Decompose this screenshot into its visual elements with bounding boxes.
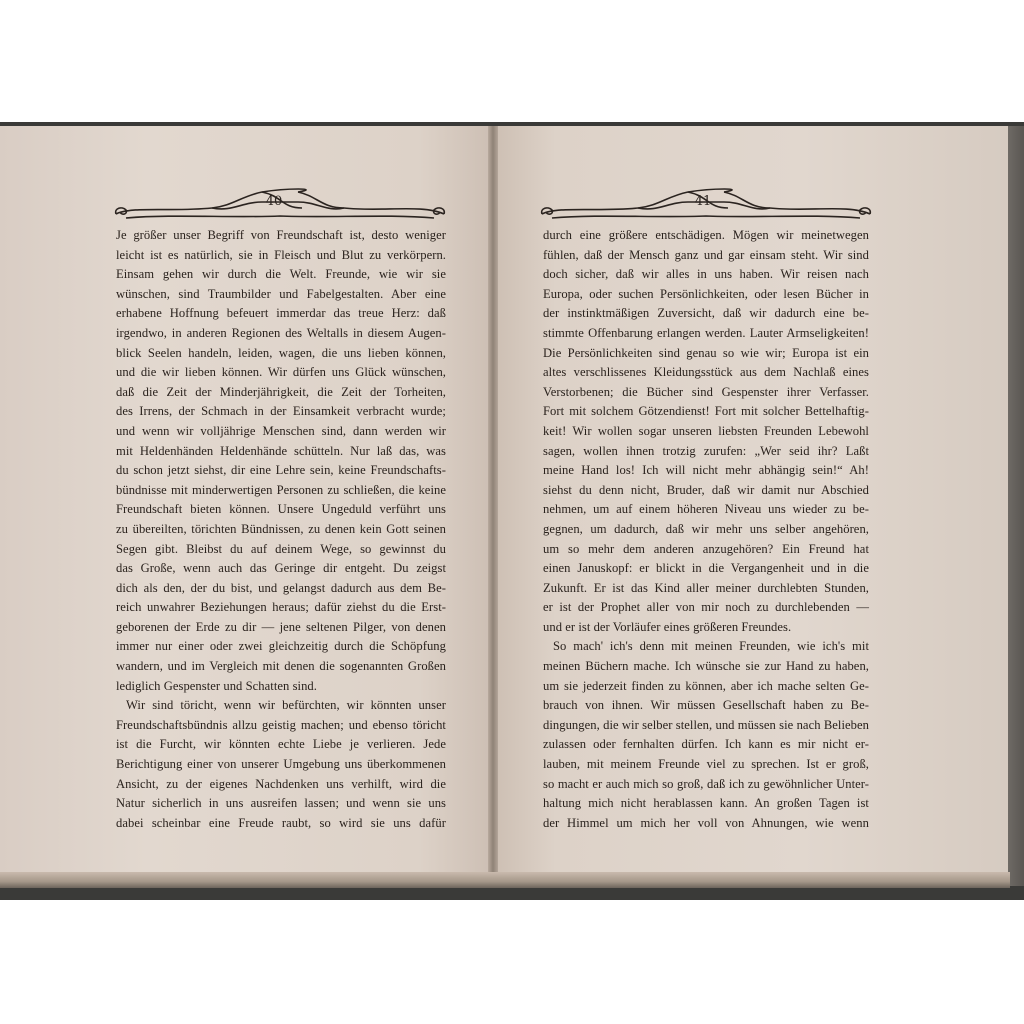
text-line: keit! Wir wollen sogar unseren liebsten Freunden Lebewohl (543, 423, 869, 438)
text-line: und er ist der Vorläufer eines größeren Freundes. (543, 619, 792, 634)
left-page-number: 40 (265, 194, 283, 209)
text-line: altes verschlissenes Kleidungsstück aus dem Nachlaß eines (543, 365, 869, 380)
left-page-body (116, 226, 446, 833)
book-gutter (488, 126, 498, 884)
text-line: dich als den, der du bist, und gelangst dadurch aus dem Be- (116, 580, 446, 595)
text-line: Freundschaft bieten können. Unsere Ungeduld verführt uns (116, 502, 446, 517)
text-line: er ist der Prophet aller von mir noch zu durchlebenden — (543, 600, 869, 615)
text-line: wandern, und im Vergleich mit denen die sogenannten Großen (116, 659, 446, 674)
text-line: zulassen oder fernhalten dürfen. Ich kann es mir nicht er- (543, 737, 869, 752)
text-line: und die wir lieben können. Wir dürfen uns Glück wünschen, (116, 365, 446, 380)
text-line: blick Seelen handeln, leiden, wagen, die uns lieben können, (116, 345, 446, 360)
text-line: sagen, wollen ihnen trotzig zurufen: „Wer seid ihr? Laßt (543, 443, 869, 458)
text-line: lauben, mit meinem Freunde viel zu sprechen. Ist er groß, (543, 757, 869, 772)
text-line: meine Hand los! Ich will nicht mehr abhängig sein!“ Ah! (543, 463, 869, 478)
text-line: daß die Zeit der Minderjährigkeit, die Zeit der Torheiten, (116, 384, 446, 399)
text-line: wünschen, sind Traumbilder und Fabelgestalten. Aber eine (116, 286, 446, 301)
text-line: reich unwahrer Beziehungen heraus; dafür ziehst du die Erst- (116, 600, 446, 615)
text-line: Europa, oder suchen Persönlichkeiten, oder lesen Bücher in (543, 286, 869, 301)
text-line: bündnisse mit minderwertigen Personen zu schließen, die keine (116, 482, 446, 497)
text-line: Ansicht, zu der eigenes Nachdenken uns verhilft, wird die (116, 776, 446, 791)
text-line: brauch von ihnen. Wir müssen Gesellschaft haben zu Be- (543, 698, 869, 713)
text-line: lediglich Gespenster und Schatten sind. (116, 678, 317, 693)
text-line: Freundschaftsbündnis allzu geistig machen; und ebenso töricht (116, 717, 446, 732)
text-line: des Irrens, der Schmach in der Einsamkeit verbracht wurde; (116, 404, 446, 419)
text-line: Zukunft. Er ist das Kind aller meiner durchlebten Stunden, (543, 580, 869, 595)
text-line: leicht ist es natürlich, sie in Fleisch und Blut zu verkörpern. (116, 247, 446, 262)
text-line: dabei scheinbar eine Freude raubt, so wird sie uns dafür (116, 815, 446, 830)
text-line: Berichtigung einer von unserer Umgebung uns überkommenen (116, 757, 446, 772)
text-line: zu übereilten, törichten Bündnissen, zu denen kein Gott seinen (116, 521, 446, 536)
text-line: du schon jetzt siehst, dir eine Lehre sein, keine Freundschafts- (116, 463, 446, 478)
text-line: nehmen, um auf einem höheren Niveau uns wieder zu be- (543, 502, 869, 517)
text-line: Fort mit solchem Götzendienst! Fort mit solcher Bettelhaftig- (543, 404, 869, 419)
text-line: durch eine größere entschädigen. Mögen wir meinetwegen (543, 228, 869, 242)
text-line: einen Januskopf: er blickt in die Vergangenheit und in die (543, 561, 869, 576)
text-line: geborenen der Erde zu dir — jene seltenen Pilger, von denen (116, 619, 446, 634)
text-line: und wenn wir volljährige Menschen sind, dann werden wir (116, 423, 446, 438)
text-line: siehst du denn nicht, Bruder, daß wir damit nur Abschied (543, 482, 869, 497)
text-line: fühlen, daß der Mensch ganz und gar einsam steht. Wir sind (543, 247, 869, 262)
text-line: mit Heldenhänden Heldenhände schütteln. Nur laß das, was (116, 443, 446, 458)
text-line: Wir sind töricht, wenn wir befürchten, wir könnten unser (126, 698, 446, 713)
text-line: Segen gibt. Bleibst du auf deinem Wege, so gewinnst du (116, 541, 446, 556)
text-line: Verstorbenen; die Bücher sind Gespenster ihrer Verfasser. (543, 384, 869, 399)
text-line: So mach' ich's denn mit meinen Freunden, wie ich's mit (553, 639, 869, 654)
text-line: Einsam gehen wir durch die Welt. Freunde, wie wir sie (116, 267, 446, 282)
text-line: dingungen, die wir selber stellen, und müssen sie nach Belieben (543, 717, 869, 732)
text-line: irgendwo, in anderen Regionen des Weltalls in diesem Augen- (116, 325, 446, 340)
text-line: der instinktmäßigen Zuversicht, daß wir dadurch eine be- (543, 306, 869, 321)
book-bottom-edge (0, 872, 1010, 888)
text-line: gegnen, um dadurch, daß wir mehr uns selber angehören, (543, 521, 869, 536)
text-line: Die Persönlichkeiten sind genau so wie wir; Europa ist ein (543, 345, 869, 360)
text-line: das Große, wenn auch das Geringe dir entgeht. Du zeigst (116, 561, 446, 576)
text-line: um sie jederzeit finden zu können, aber ich mache selten Ge- (543, 678, 869, 693)
text-line: Natur sicherlich in uns ausreifen lassen; und wenn sie uns (116, 796, 446, 811)
right-page-body (543, 226, 869, 833)
text-line: ist die Furcht, wir könnten echte Liebe je verlieren. Jede (116, 737, 446, 752)
text-line: meinen Büchern mache. Ich wünsche sie zur Hand zu haben, (543, 659, 869, 674)
text-line: um so mehr dem anderen anzugehören? Ein Freund hat (543, 541, 869, 556)
text-line: erhabene Hoffnung befeuert immerdar das treue Herz: daß (116, 306, 446, 321)
text-line: haltung mich nicht herablassen kann. An großen Tagen ist (543, 796, 869, 811)
right-page-number: 41 (694, 194, 712, 209)
text-line: der Himmel um mich her voll von Ahnungen, wie wenn (543, 815, 869, 830)
text-line: immer nur einer oder zwei gleichzeitig durch die Schöpfung (116, 639, 446, 654)
text-line: stimmte Offenbarung erlangen werden. Lauter Armseligkeiten! (543, 325, 869, 340)
text-line: doch sicher, daß wir alles in uns haben. Wir reisen nach (543, 267, 869, 282)
text-line: Je größer unser Begriff von Freundschaft ist, desto weniger (116, 228, 446, 242)
text-line: so macht er auch mich so groß, daß ich zu gewöhnlicher Unter- (543, 776, 869, 791)
